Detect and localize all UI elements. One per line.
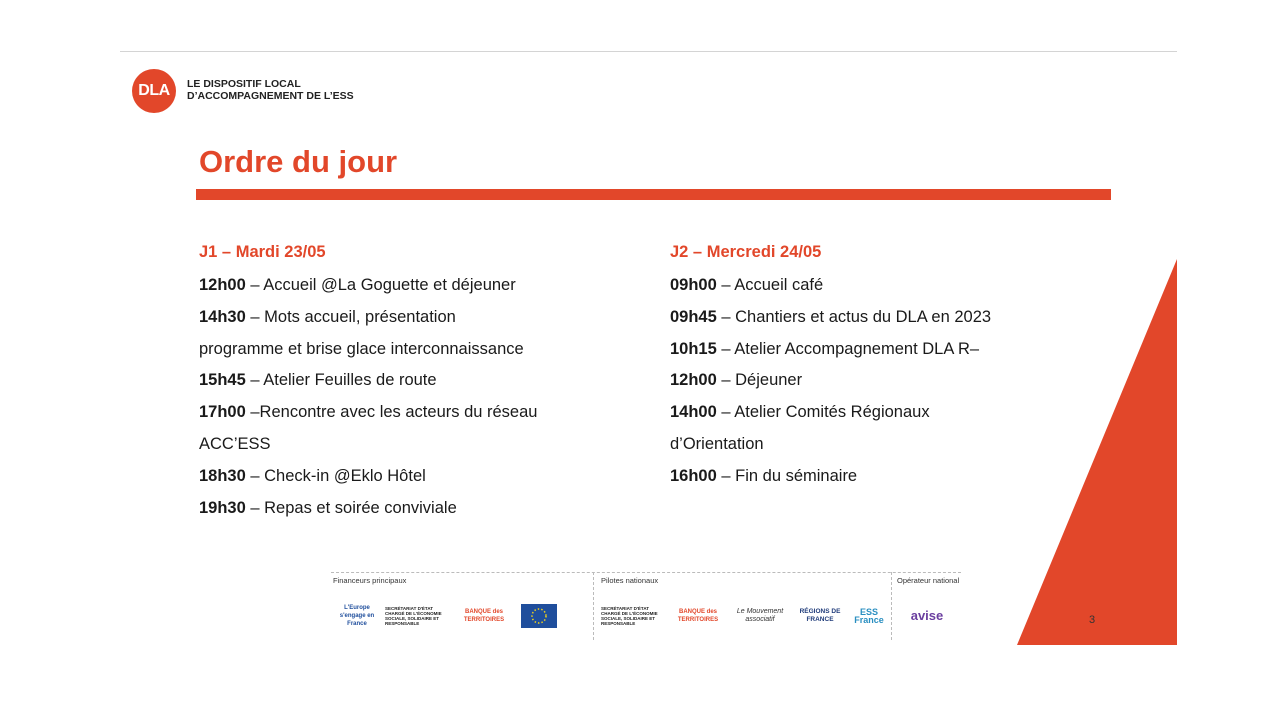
day2-agenda	[670, 238, 1070, 493]
day2-heading: J2 – Mercredi 24/05	[670, 243, 822, 261]
agenda-time: 10h15	[670, 339, 717, 358]
agenda-text: – Atelier Feuilles de route	[245, 371, 437, 390]
operateur-label: Opérateur national	[897, 576, 960, 585]
agenda-text: – Accueil @La Goguette et déjeuner	[245, 276, 516, 294]
agenda-time: 09h45	[670, 307, 717, 326]
agenda-text: – Déjeuner	[716, 371, 803, 390]
agenda-time: 15h45	[199, 371, 246, 390]
eu-flag-icon	[521, 604, 557, 628]
pilotes-label: Pilotes nationaux	[601, 576, 659, 585]
agenda-line	[199, 270, 599, 302]
day2-items	[670, 270, 1070, 493]
agenda-text: – Atelier Accompagnement DLA R–	[716, 339, 980, 358]
agenda-line	[199, 461, 599, 493]
day1-items	[199, 270, 599, 524]
agenda-line	[670, 302, 1070, 334]
financeurs-label: Financeurs principaux	[333, 576, 407, 585]
partners-separator	[891, 572, 892, 640]
agenda-text: – Mots accueil, présentation	[245, 307, 456, 326]
agenda-line	[199, 365, 599, 397]
agenda-text: – Repas et soirée conviviale	[245, 498, 457, 517]
top-divider	[120, 51, 1177, 52]
banque-territoires-logo-2: BANQUE des TERRITOIRES	[677, 609, 719, 623]
agenda-line	[199, 493, 599, 525]
partners-divider	[331, 572, 961, 573]
agenda-time: 14h30	[199, 307, 246, 326]
agenda-time: 19h30	[199, 498, 246, 517]
agenda-time: 16h00	[670, 466, 717, 485]
agenda-text: – Fin du séminaire	[716, 466, 858, 485]
agenda-time: 18h30	[199, 466, 246, 485]
agenda-text: d’Orientation	[670, 434, 764, 453]
slide-title: Ordre du jour	[199, 144, 398, 179]
regions-de-france-logo: RÉGIONS DE FRANCE	[799, 608, 841, 623]
agenda-text: – Check-in @Eklo Hôtel	[245, 466, 426, 485]
agenda-time: 09h00	[670, 276, 717, 294]
europe-logo: L'Europe s'engage en France	[339, 605, 375, 627]
agenda-line	[670, 429, 1070, 461]
secretariat-logo-2: SECRÉTARIAT D'ÉTAT CHARGÉ DE L'ÉCONOMIE SOCIALE, SOLIDAIRE ET RESPONSABLE	[601, 606, 658, 626]
agenda-line	[199, 334, 599, 366]
brand-name	[187, 78, 354, 102]
agenda-line	[670, 461, 1070, 493]
partner-logos-strip	[331, 570, 961, 642]
agenda-text: ACC’ESS	[199, 434, 271, 453]
ess-france-logo: ESS France	[854, 607, 884, 625]
agenda-line	[670, 334, 1070, 366]
agenda-text: – Chantiers et actus du DLA en 2023	[716, 307, 992, 326]
agenda-line	[670, 365, 1070, 397]
dla-logo: DLA	[132, 69, 176, 113]
eu-flag-logo	[521, 600, 557, 632]
secretariat-logo: SECRÉTARIAT D'ÉTAT CHARGÉ DE L'ÉCONOMIE SOCIALE, SOLIDAIRE ET RESPONSABLE	[385, 606, 442, 626]
agenda-text: – Accueil café	[716, 276, 824, 294]
agenda-time: 17h00	[199, 403, 246, 422]
agenda-line	[199, 429, 599, 461]
agenda-line	[199, 302, 599, 334]
agenda-time: 12h00	[199, 276, 246, 294]
mouvement-associatif-logo: Le Mouvement associatif	[736, 608, 784, 623]
banque-territoires-logo: BANQUE des TERRITOIRES	[463, 609, 505, 623]
brand-line-1: LE DISPOSITIF LOCAL	[187, 78, 301, 90]
title-underline-bar	[196, 189, 1111, 200]
agenda-text: –Rencontre avec les acteurs du réseau	[245, 403, 538, 422]
agenda-line	[670, 270, 1070, 302]
agenda-line	[199, 397, 599, 429]
day1-agenda	[199, 238, 599, 524]
avise-logo: avise	[910, 608, 944, 623]
page-number: 3	[1089, 614, 1096, 626]
agenda-line	[670, 397, 1070, 429]
agenda-time: 14h00	[670, 403, 717, 422]
agenda-text: programme et brise glace interconnaissance	[199, 339, 524, 358]
agenda-time: 12h00	[670, 371, 717, 390]
agenda-text: – Atelier Comités Régionaux	[716, 403, 930, 422]
brand-line-2: D’ACCOMPAGNEMENT DE L’ESS	[187, 90, 354, 102]
partners-separator	[593, 572, 594, 640]
day1-heading: J1 – Mardi 23/05	[199, 243, 326, 261]
